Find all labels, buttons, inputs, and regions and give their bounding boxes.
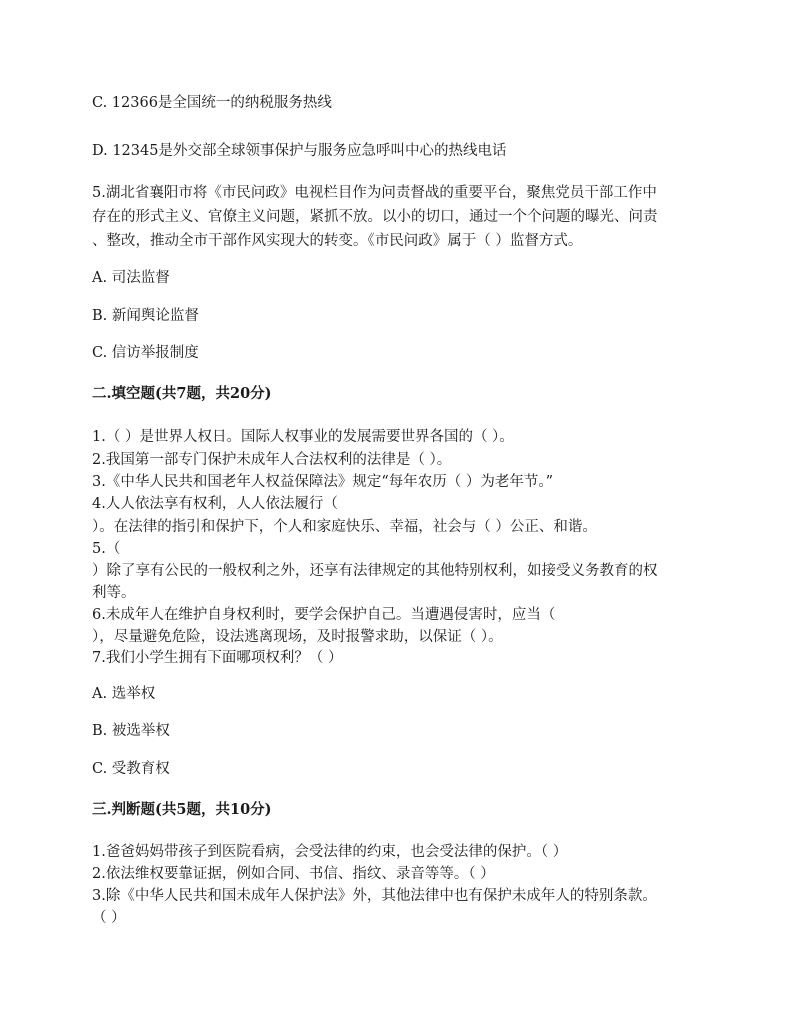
judge-question-3-line-2: （ ）: [92, 910, 126, 926]
question-5-line-3: 、整改，推动全市干部作风实现大的转变。《市民问政》属于（ ）监督方式。: [92, 233, 583, 249]
judge-question-3-line-1: 3.除《中华人民共和国未成年人保护法》外，其他法律中也有保护未成年人的特别条款。: [92, 888, 657, 904]
judge-question-2: 2.依法维权要靠证据，例如合同、书信、指纹、录音等等。（ ）: [92, 866, 495, 882]
fill-question-6-line-2: ），尽量避免危险，设法逃离现场，及时报警求助，以保证（ ）。: [92, 629, 503, 645]
fill-question-7-option-a: A. 选举权: [92, 686, 156, 702]
fill-question-7-option-b: B. 被选举权: [92, 723, 170, 739]
fill-question-5-line-2: ）除了享有公民的一般权利之外，还享有法律规定的其他特别权利，如接受义务教育的权: [92, 563, 658, 579]
option-d-hotline: D. 12345是外交部全球领事保护与服务应急呼叫中心的热线电话: [92, 143, 507, 159]
question-5-line-2: 存在的形式主义、官僚主义问题，紧抓不放。以小的切口，通过一个个问题的曝光、问责: [92, 209, 658, 225]
question-5-option-b: B. 新闻舆论监督: [92, 308, 199, 324]
fill-question-7: 7.我们小学生拥有下面哪项权利？（ ）: [92, 650, 343, 666]
fill-question-2: 2.我国第一部专门保护未成年人合法权利的法律是（ ）。: [92, 452, 452, 468]
fill-question-3: 3.《中华人民共和国老年人权益保障法》规定“每年农历（ ）为老年节。”: [92, 474, 554, 490]
question-5-line-1: 5.湖北省襄阳市将《市民问政》电视栏目作为问责督战的重要平台，聚焦党员干部工作中: [92, 185, 657, 201]
fill-question-5-line-3: 利等。: [92, 585, 136, 601]
fill-question-5-line-1: 5.（: [92, 541, 121, 557]
judge-question-1: 1.爸爸妈妈带孩子到医院看病，会受法律的约束，也会受法律的保护。（ ）: [92, 844, 568, 860]
fill-question-4-line-1: 4.人人依法享有权利，人人依法履行（: [92, 496, 338, 512]
question-5-option-c: C. 信访举报制度: [92, 345, 199, 361]
fill-question-1: 1.（ ）是世界人权日。国际人权事业的发展需要世界各国的（ ）。: [92, 429, 514, 445]
fill-question-4-line-2: ）。在法律的指引和保护下，个人和家庭快乐、幸福，社会与（ ）公正、和谐。: [92, 519, 597, 535]
section-2-title: 二.填空题(共7题，共20分): [92, 385, 272, 402]
question-5-option-a: A. 司法监督: [92, 270, 170, 286]
fill-question-6-line-1: 6.未成年人在维护自身权利时，要学会保护自己。当遭遇侵害时，应当（: [92, 607, 556, 623]
fill-question-7-option-c: C. 受教育权: [92, 761, 170, 777]
section-3-title: 三.判断题(共5题，共10分): [92, 801, 272, 818]
option-c-hotline: C. 12366是全国统一的纳税服务热线: [92, 95, 332, 111]
